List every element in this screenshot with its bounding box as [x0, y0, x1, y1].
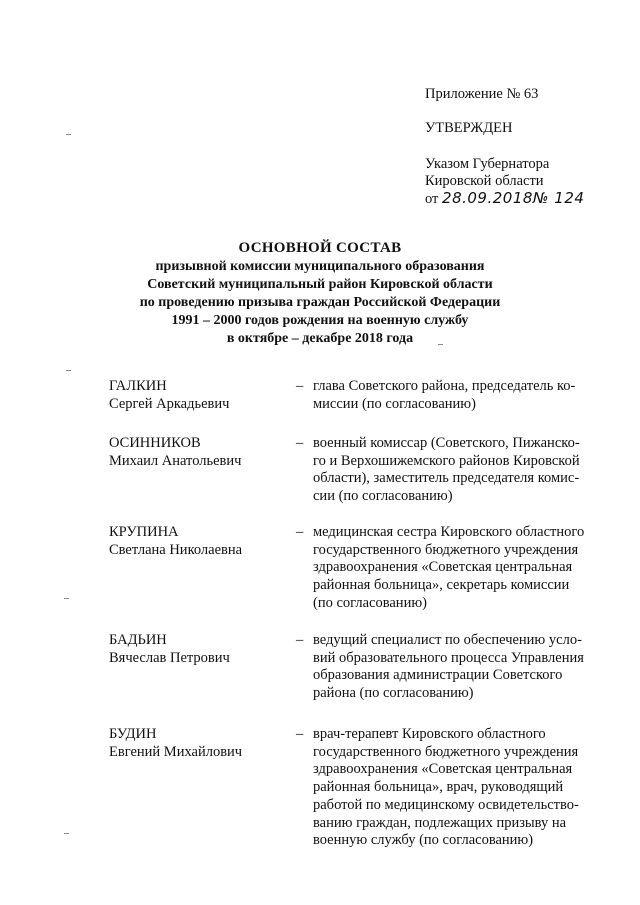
role-line: миссии (по согласованию): [313, 395, 476, 412]
role-line: ведущий специалист по обеспечению усло-: [313, 632, 582, 648]
approved-label: УТВЕРЖДЕН: [425, 120, 513, 136]
role-line: военный комиссар (Советского, Пижанско-: [313, 435, 580, 451]
scan-speck: [66, 134, 71, 135]
role-line: области), заместитель председателя комис-: [313, 470, 580, 487]
role-line: здравоохранения «Советская центральная: [313, 761, 573, 778]
role-line: вий образовательного процесса Управления: [313, 649, 584, 666]
member-surname: БУДИН: [109, 726, 157, 742]
role-line: ванию граждан, подлежащих призыву на: [313, 814, 567, 831]
dash-separator: –: [296, 524, 304, 540]
dash-separator: –: [296, 632, 304, 648]
member-surname: БАДЬИН: [109, 632, 167, 648]
approval-block: [425, 86, 625, 208]
member-identity: [109, 632, 289, 667]
member-identity: [109, 726, 289, 761]
role-line: (по согласованию): [313, 594, 427, 611]
scan-speck: [64, 833, 69, 834]
title-line: по проведению призыва граждан Российской Федерации: [139, 295, 501, 310]
member-entry: [109, 726, 604, 850]
member-identity: [109, 524, 289, 559]
member-role: [313, 632, 604, 703]
member-role: [313, 524, 604, 613]
member-surname: ГАЛКИН: [109, 378, 167, 394]
member-surname: ОСИННИКОВ: [109, 435, 201, 451]
role-line: глава Советского района, председатель ко-: [313, 378, 576, 394]
decree-line-1: Указом Губернатора: [425, 156, 550, 172]
from-prefix: от: [425, 191, 439, 207]
member-identity: [109, 378, 289, 413]
role-line: государственного бюджетного учреждения: [313, 541, 579, 558]
role-line: врач-терапевт Кировского областного: [313, 726, 546, 742]
decree-date-line: [425, 190, 625, 208]
member-entry: [109, 632, 604, 726]
role-line: государственного бюджетного учреждения: [313, 743, 579, 760]
member-name: Михаил Анатольевич: [109, 452, 242, 469]
role-line: медицинская сестра Кировского областного: [313, 524, 585, 540]
title-main: ОСНОВНОЙ СОСТАВ: [238, 240, 402, 256]
member-entry: [109, 524, 604, 632]
dash-separator: –: [296, 378, 304, 394]
title-line: 1991 – 2000 годов рождения на военную службу: [171, 313, 469, 328]
decree-line-2: Кировской области: [425, 173, 544, 189]
role-line: районная больница», врач, руководящий: [313, 779, 564, 796]
member-name: Вячеслав Петрович: [109, 649, 230, 666]
scan-speck: [438, 344, 443, 345]
member-entry: [109, 435, 604, 524]
members-list: [109, 378, 604, 850]
role-line: здравоохранения «Советская центральная: [313, 559, 573, 576]
member-role: [313, 435, 604, 506]
member-role: [313, 726, 604, 850]
member-name: Евгений Михайлович: [109, 743, 243, 760]
dash-separator: –: [296, 435, 304, 451]
title-line: Советский муниципальный район Кировской области: [147, 277, 493, 292]
member-role: [313, 378, 604, 413]
role-line: военную службу (по согласованию): [313, 832, 534, 849]
role-line: работой по медицинскому освидетельство-: [313, 796, 579, 813]
document-title: [0, 238, 640, 348]
title-line: призывной комиссии муниципального образования: [155, 259, 485, 274]
title-line: в октябре – декабре 2018 года: [226, 331, 414, 346]
member-name: Светлана Николаевна: [109, 541, 243, 558]
role-line: го и Верхошижемского районов Кировской: [313, 452, 580, 469]
member-surname: КРУПИНА: [109, 524, 179, 540]
role-line: сии (по согласованию): [313, 488, 453, 505]
appendix-number: Приложение № 63: [425, 86, 539, 102]
role-line: района (по согласованию): [313, 685, 474, 702]
scan-speck: [64, 598, 69, 599]
dash-separator: –: [296, 726, 304, 742]
role-line: образования администрации Советского: [313, 667, 563, 684]
handwritten-date-number: 28.09.2018№ 124: [442, 189, 585, 207]
scan-speck: [66, 370, 71, 371]
member-identity: [109, 435, 289, 470]
role-line: районная больница», секретарь комиссии: [313, 577, 570, 594]
member-entry: [109, 378, 604, 435]
member-name: Сергей Аркадьевич: [109, 395, 230, 412]
